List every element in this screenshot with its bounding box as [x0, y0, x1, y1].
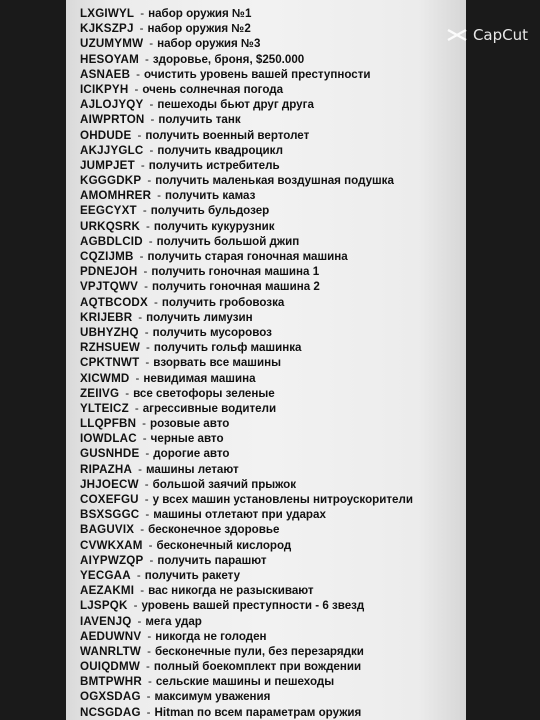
- separator: -: [146, 660, 150, 674]
- list-item: [80, 158, 413, 173]
- cheat-description: все светофоры зеленые: [133, 386, 275, 400]
- list-item: [80, 401, 413, 416]
- watermark-text: CapCut: [472, 26, 528, 44]
- separator: -: [138, 310, 143, 324]
- cheat-description: бесконечное здоровье: [148, 523, 280, 537]
- list-item: [80, 416, 413, 431]
- cheat-description: вас никогда не разыскивают: [148, 584, 314, 598]
- cheat-code: BSXSGGC: [80, 508, 140, 522]
- separator: -: [138, 462, 142, 476]
- cheat-description: получить маленькая воздушная подушка: [155, 174, 394, 188]
- list-item: [80, 52, 413, 67]
- list-item: [80, 477, 413, 492]
- cheat-description: получить бульдозер: [150, 204, 270, 218]
- cheat-description: получить гробовозка: [161, 295, 285, 309]
- cheat-description: у всех машин установлены нитроускорители: [152, 493, 413, 506]
- cheat-description: бесконечные пули, без перезарядки: [154, 644, 364, 658]
- cheat-description: получить большой джип: [156, 234, 300, 248]
- cheat-code: EEGCYXT: [80, 204, 137, 218]
- cheat-description: Hitman по всем параметрам оружия: [154, 705, 362, 719]
- cheat-description: получить квадроцикл: [157, 143, 283, 157]
- list-item: [80, 522, 413, 537]
- cheat-description: очень солнечная погода: [142, 82, 284, 96]
- separator: -: [145, 356, 150, 370]
- list-item: [80, 583, 413, 598]
- cheat-description: набор оружия №1: [148, 7, 252, 20]
- cheat-code: CQZIJMB: [80, 250, 134, 263]
- list-item: [80, 689, 413, 704]
- capcut-watermark: [446, 26, 528, 44]
- cheat-code: BMTPWHR: [80, 675, 142, 689]
- list-item: [80, 82, 413, 97]
- cheat-code: AIYPWZQP: [80, 553, 144, 567]
- list-item: [80, 538, 413, 553]
- cheat-code: OUIQDMW: [80, 660, 141, 674]
- separator: -: [149, 98, 154, 112]
- list-item: [80, 598, 413, 613]
- cheat-description: получить старая гоночная машина: [147, 250, 348, 263]
- cheat-code: JHJOECW: [80, 477, 139, 491]
- cheat-description: набор оружия №2: [147, 22, 251, 36]
- cheat-description: машины отлетают при ударах: [153, 508, 326, 522]
- separator: -: [149, 553, 154, 567]
- separator: -: [144, 52, 149, 66]
- list-item: [80, 279, 413, 294]
- cheat-code: AEDUWNV: [80, 629, 142, 643]
- separator: -: [134, 82, 139, 96]
- cheat-code: UZUMYMW: [80, 37, 144, 51]
- cheat-description: никогда не голоден: [155, 629, 267, 643]
- cheat-description: черные авто: [150, 432, 224, 446]
- cheat-code: COXEFGU: [80, 493, 139, 506]
- list-item: [80, 614, 413, 629]
- list-item: [80, 507, 413, 522]
- cheat-description: машины летают: [145, 462, 239, 476]
- list-item: [80, 674, 413, 689]
- cheat-code: NCSGDAG: [80, 705, 141, 719]
- list-item: [80, 219, 413, 234]
- cheat-code: CVWKXAM: [80, 538, 143, 552]
- separator: -: [150, 113, 155, 127]
- cheat-code: OHDUDE: [80, 128, 132, 142]
- cheat-description: максимум уважения: [154, 690, 271, 704]
- separator: -: [140, 523, 145, 537]
- separator: -: [139, 250, 144, 263]
- list-item: [80, 355, 413, 370]
- cheat-code: RZHSUEW: [80, 341, 141, 355]
- cheat-description: сельские машины и пешеходы: [155, 675, 335, 689]
- list-item: [80, 295, 413, 310]
- cheat-code: AQTBCODX: [80, 295, 148, 309]
- cheat-code: LXGIWYL: [80, 7, 135, 20]
- separator: -: [136, 67, 141, 81]
- cheat-description: получить гоночная машина 2: [151, 280, 320, 294]
- separator: -: [145, 508, 150, 522]
- list-item: [80, 553, 413, 568]
- list-item: [80, 462, 413, 477]
- cheat-code: PDNEJOH: [80, 265, 138, 279]
- cheat-code: OGXSDAG: [80, 690, 141, 704]
- list-item: [80, 644, 413, 659]
- list-item: [80, 446, 413, 461]
- cheat-code: CPKTNWT: [80, 356, 140, 370]
- cheat-description: розовые авто: [150, 417, 230, 431]
- cheat-description: невидимая машина: [143, 371, 256, 385]
- list-item: [80, 371, 413, 386]
- cheat-code: YECGAA: [80, 568, 131, 582]
- cheat-code: GUSNHDE: [80, 447, 140, 461]
- list-item: [80, 705, 413, 720]
- separator: -: [147, 174, 152, 188]
- separator: -: [146, 341, 150, 355]
- cheat-description: получить кукурузник: [153, 219, 275, 233]
- list-item: [80, 264, 413, 279]
- separator: -: [140, 7, 145, 20]
- cheat-description: получить гоночная машина 1: [151, 265, 320, 279]
- separator: -: [146, 705, 151, 719]
- cheat-description: получить парашют: [157, 553, 267, 567]
- cheat-code: AMOMHRER: [80, 189, 152, 203]
- separator: -: [135, 371, 140, 385]
- cheat-code-sheet: [66, 0, 466, 720]
- separator: -: [136, 568, 141, 582]
- separator: -: [146, 690, 151, 704]
- list-item: [80, 386, 413, 401]
- cheat-code: UBHYZHQ: [80, 325, 139, 339]
- capcut-logo-icon: [446, 27, 468, 43]
- cheat-code: BAGUVIX: [80, 523, 135, 537]
- separator: -: [146, 219, 150, 233]
- list-item: [80, 629, 413, 644]
- list-item: [80, 431, 413, 446]
- list-item: [80, 128, 413, 143]
- separator: -: [149, 37, 154, 51]
- cheat-description: получить лимузин: [146, 310, 253, 324]
- separator: -: [140, 584, 145, 598]
- cheat-description: бесконечный кислород: [156, 538, 292, 552]
- cheat-code: AJLOJYQY: [80, 98, 144, 112]
- cheat-code: AGBDLCID: [80, 234, 143, 248]
- cheat-description: полный боекомплект при вождении: [153, 660, 362, 674]
- list-item: [80, 97, 413, 112]
- list-item: [80, 310, 413, 325]
- cheat-description: здоровье, броня, $250.000: [152, 52, 305, 66]
- cheat-code: URKQSRK: [80, 219, 141, 233]
- list-item: [80, 234, 413, 249]
- list-item: [80, 36, 413, 51]
- cheat-description: получить военный вертолет: [145, 128, 310, 142]
- list-item: [80, 173, 413, 188]
- cheat-description: пешеходы бьют друг друга: [157, 98, 314, 112]
- separator: -: [137, 614, 142, 628]
- list-item: [80, 112, 413, 127]
- list-item: [80, 6, 413, 21]
- list-item: [80, 143, 413, 158]
- cheat-description: набор оружия №3: [157, 37, 261, 51]
- separator: -: [149, 143, 154, 157]
- separator: -: [144, 493, 149, 506]
- cheat-code: XICWMD: [80, 371, 130, 385]
- separator: -: [137, 128, 142, 142]
- cheat-description: очистить уровень вашей преступности: [144, 67, 371, 81]
- cheat-code: KJKSZPJ: [80, 22, 134, 36]
- cheat-code: JUMPJET: [80, 158, 135, 172]
- separator: -: [147, 644, 151, 658]
- list-item: [80, 188, 413, 203]
- list-item: [80, 492, 413, 507]
- separator: -: [142, 432, 147, 446]
- cheat-code: KGGGDKP: [80, 174, 142, 188]
- separator: -: [142, 417, 147, 431]
- list-item: [80, 203, 413, 218]
- list-item: [80, 659, 413, 674]
- cheat-code: RIPAZHA: [80, 462, 133, 476]
- cheat-description: получить истребитель: [148, 158, 280, 172]
- separator: -: [153, 295, 158, 309]
- cheat-code: LLQPFBN: [80, 417, 137, 431]
- cheat-description: агрессивные водители: [142, 401, 277, 415]
- list-item: [80, 67, 413, 82]
- cheat-code: VPJTQWV: [80, 280, 139, 294]
- cheat-code: AKJJYGLC: [80, 143, 144, 157]
- list-item: [80, 568, 413, 583]
- cheat-code: IAVENJQ: [80, 614, 132, 628]
- cheat-code: AEZAKMI: [80, 584, 135, 598]
- cheat-code: WANRLTW: [80, 644, 142, 658]
- list-item: [80, 325, 413, 340]
- cheat-description: уровень вашей преступности - 6 звезд: [141, 599, 365, 613]
- separator: -: [139, 22, 144, 36]
- separator: -: [144, 477, 149, 491]
- cheat-code: LJSPQK: [80, 599, 128, 613]
- cheat-code: YLTEICZ: [80, 401, 129, 415]
- cheat-description: взорвать все машины: [153, 356, 281, 370]
- separator: -: [143, 265, 148, 279]
- list-item: [80, 340, 413, 355]
- cheat-code-list: [80, 6, 413, 720]
- cheat-code: ZEIIVG: [80, 386, 120, 400]
- cheat-code: KRIJEBR: [80, 310, 133, 324]
- separator: -: [145, 447, 150, 461]
- separator: -: [142, 204, 147, 218]
- cheat-code: ASNAEB: [80, 67, 131, 81]
- separator: -: [157, 189, 162, 203]
- separator: -: [148, 234, 153, 248]
- cheat-description: получить камаз: [165, 189, 256, 203]
- separator: -: [125, 386, 130, 400]
- separator: -: [140, 158, 145, 172]
- separator: -: [148, 538, 153, 552]
- cheat-code: HESOYAM: [80, 52, 139, 66]
- cheat-code: AIWPRTON: [80, 113, 145, 127]
- separator: -: [144, 325, 149, 339]
- cheat-description: мега удар: [145, 614, 202, 628]
- list-item: [80, 21, 413, 36]
- cheat-code: ICIKPYH: [80, 82, 129, 96]
- separator: -: [134, 401, 139, 415]
- cheat-description: большой заячий прыжок: [152, 477, 296, 491]
- cheat-description: получить ракету: [144, 568, 241, 582]
- cheat-description: получить мусоровоз: [152, 325, 272, 339]
- list-item: [80, 249, 413, 264]
- separator: -: [147, 629, 152, 643]
- separator: -: [133, 599, 138, 613]
- separator: -: [144, 280, 148, 294]
- cheat-description: получить гольф машинка: [153, 341, 302, 355]
- cheat-description: дорогие авто: [153, 447, 230, 461]
- cheat-code: IOWDLAC: [80, 432, 137, 446]
- cheat-description: получить танк: [158, 113, 241, 127]
- separator: -: [147, 675, 152, 689]
